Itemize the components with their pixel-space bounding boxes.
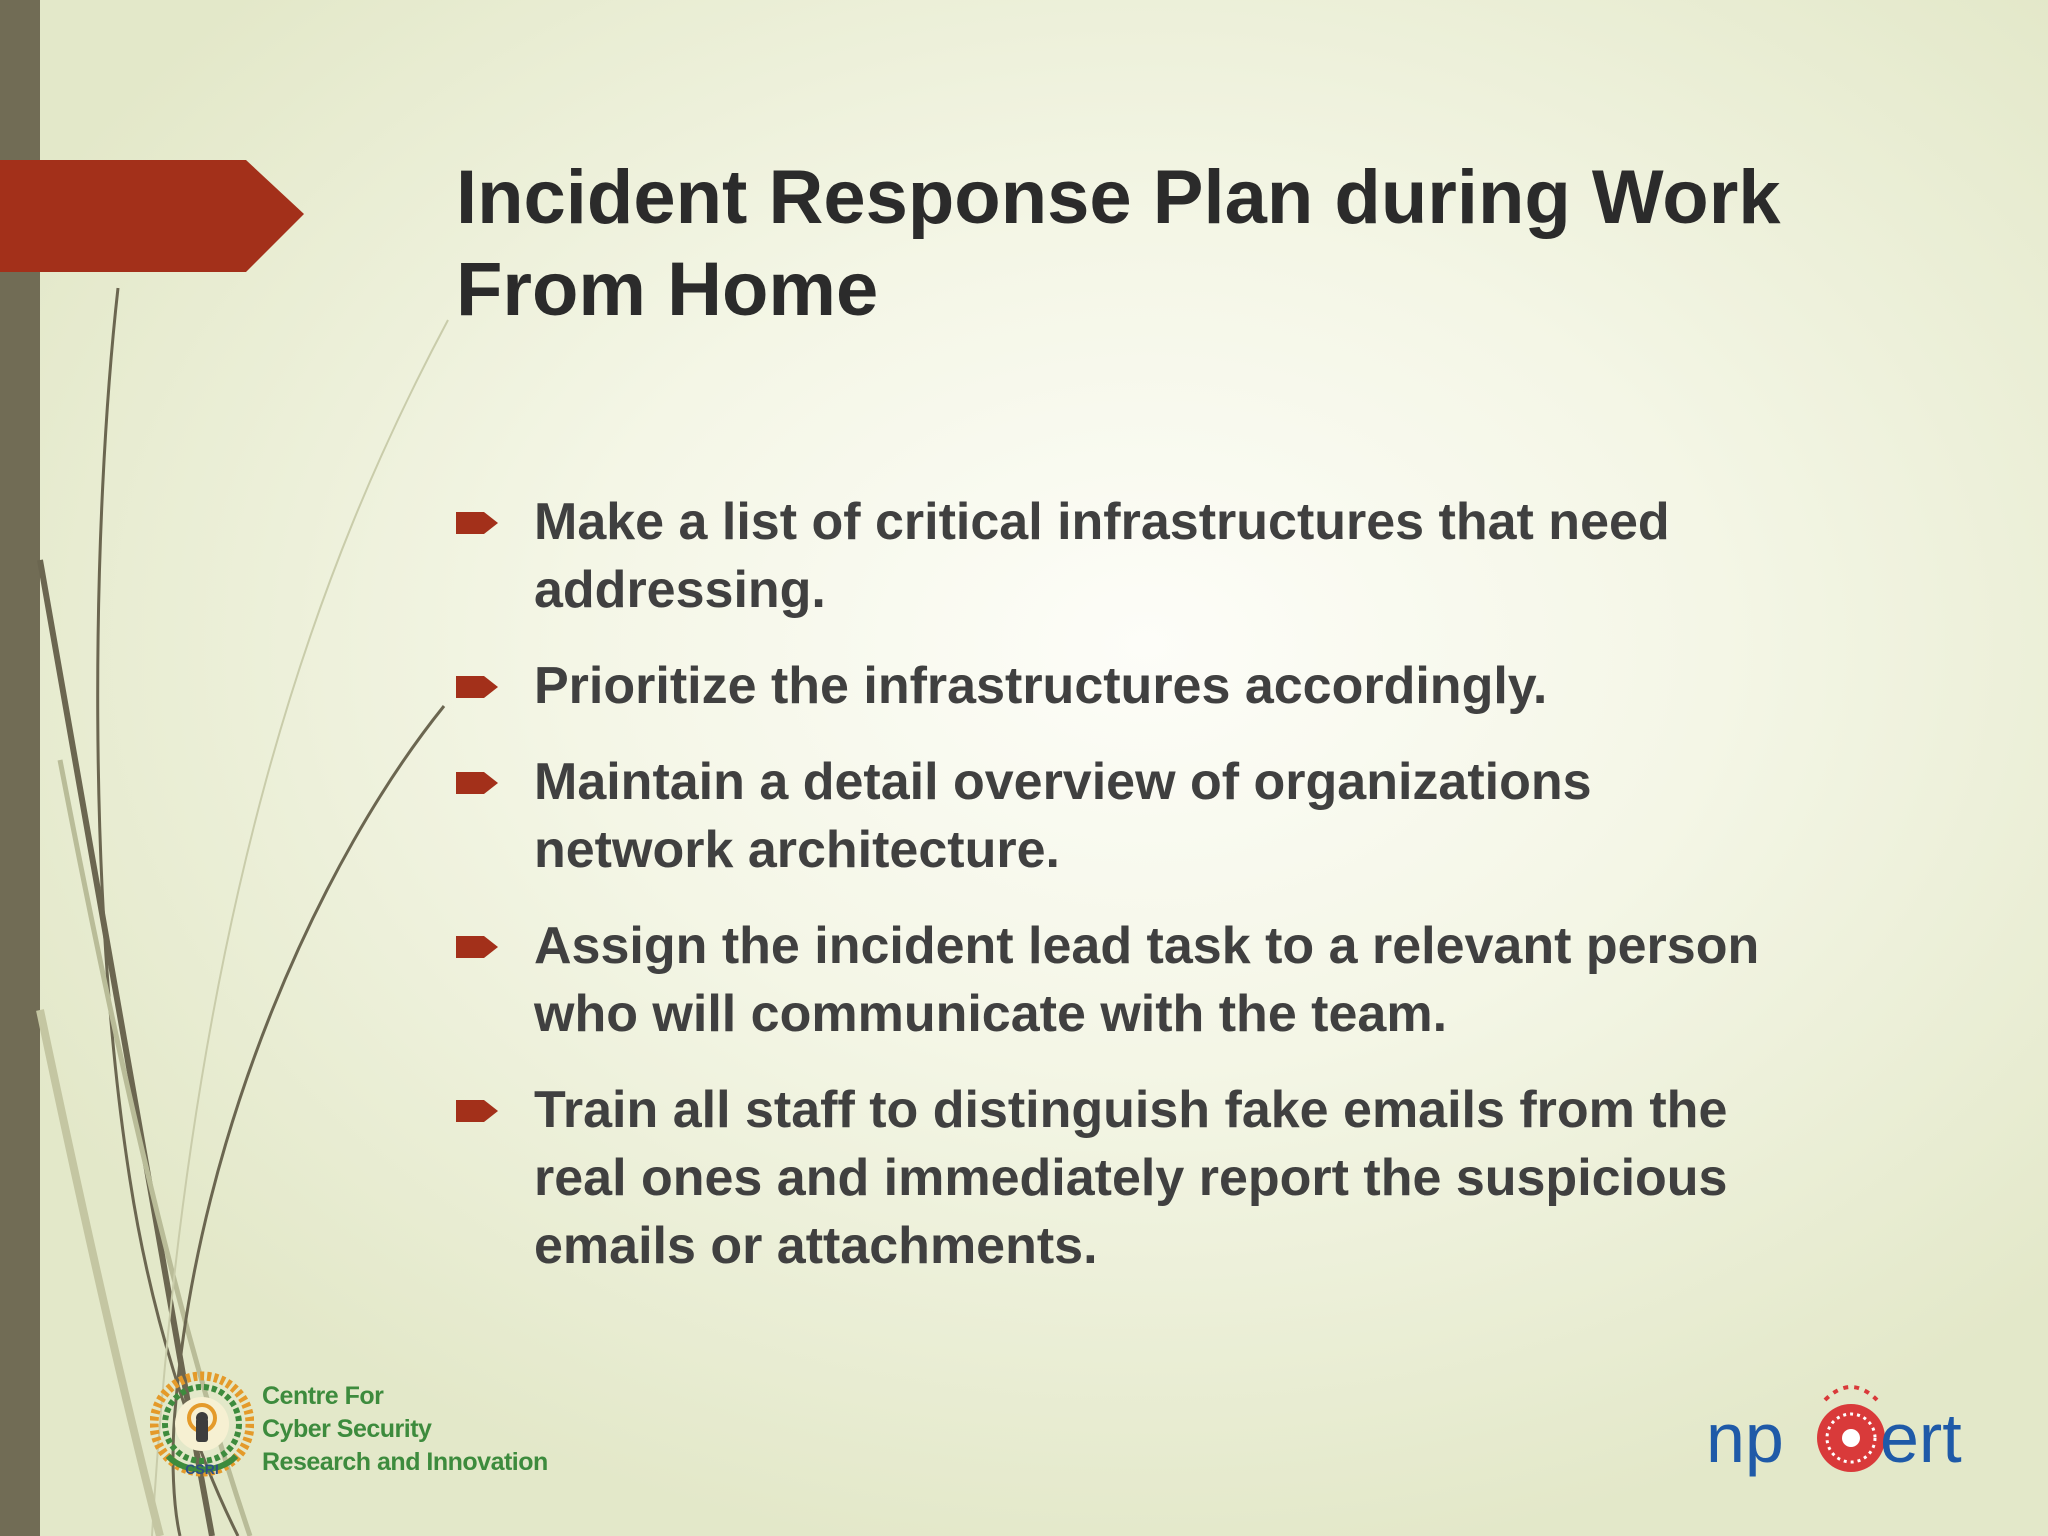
bullet-text xyxy=(534,912,1896,1048)
slide-title-line: From Home xyxy=(456,247,879,332)
npcert-wordmark-right: ert xyxy=(1880,1399,1962,1477)
bullet-line: Train all staff to distinguish fake emails from the xyxy=(534,1081,1728,1139)
csri-emblem-icon xyxy=(150,1370,254,1486)
bullet-line: emails or attachments. xyxy=(534,1217,1098,1275)
npcert-logo-icon xyxy=(1700,1370,1990,1480)
bullet-line: Maintain a detail overview of organizations xyxy=(534,753,1592,811)
csri-org-line: Research and Innovation xyxy=(262,1448,548,1476)
bullet-line: who will communicate with the team. xyxy=(534,985,1448,1043)
bullet-line: real ones and immediately report the suspicious xyxy=(534,1149,1728,1207)
csri-emblem-text: CSRI xyxy=(185,1461,219,1477)
bullet-item xyxy=(456,1076,1896,1280)
bullet-item xyxy=(456,748,1896,884)
bullet-line: Prioritize the infrastructures accordingly. xyxy=(534,657,1548,715)
csri-org-name xyxy=(262,1380,548,1479)
bullet-text xyxy=(534,488,1896,624)
csri-org-line: Cyber Security xyxy=(262,1415,432,1443)
arrow-bullet-icon xyxy=(456,936,498,958)
npcert-wordmark-left: np xyxy=(1706,1399,1784,1477)
bullet-list xyxy=(456,488,1896,1308)
bullet-line: Make a list of critical infrastructures that need xyxy=(534,493,1670,551)
bullet-text xyxy=(534,652,1896,720)
bullet-text xyxy=(534,748,1896,884)
slide-title xyxy=(456,152,1936,336)
bullet-line: addressing. xyxy=(534,561,826,619)
bullet-item xyxy=(456,488,1896,624)
bullet-item xyxy=(456,912,1896,1048)
arrow-bullet-icon xyxy=(456,772,498,794)
bullet-item xyxy=(456,652,1896,720)
arrow-bullet-icon xyxy=(456,676,498,698)
slide-title-line: Incident Response Plan during Work xyxy=(456,155,1781,240)
csri-org-line: Centre For xyxy=(262,1382,384,1410)
arrow-bullet-icon xyxy=(456,512,498,534)
bullet-line: network architecture. xyxy=(534,821,1060,879)
arrow-bullet-icon xyxy=(456,1100,498,1122)
bullet-line: Assign the incident lead task to a relevant person xyxy=(534,917,1760,975)
title-arrow-accent xyxy=(0,160,304,272)
bullet-text xyxy=(534,1076,1896,1280)
